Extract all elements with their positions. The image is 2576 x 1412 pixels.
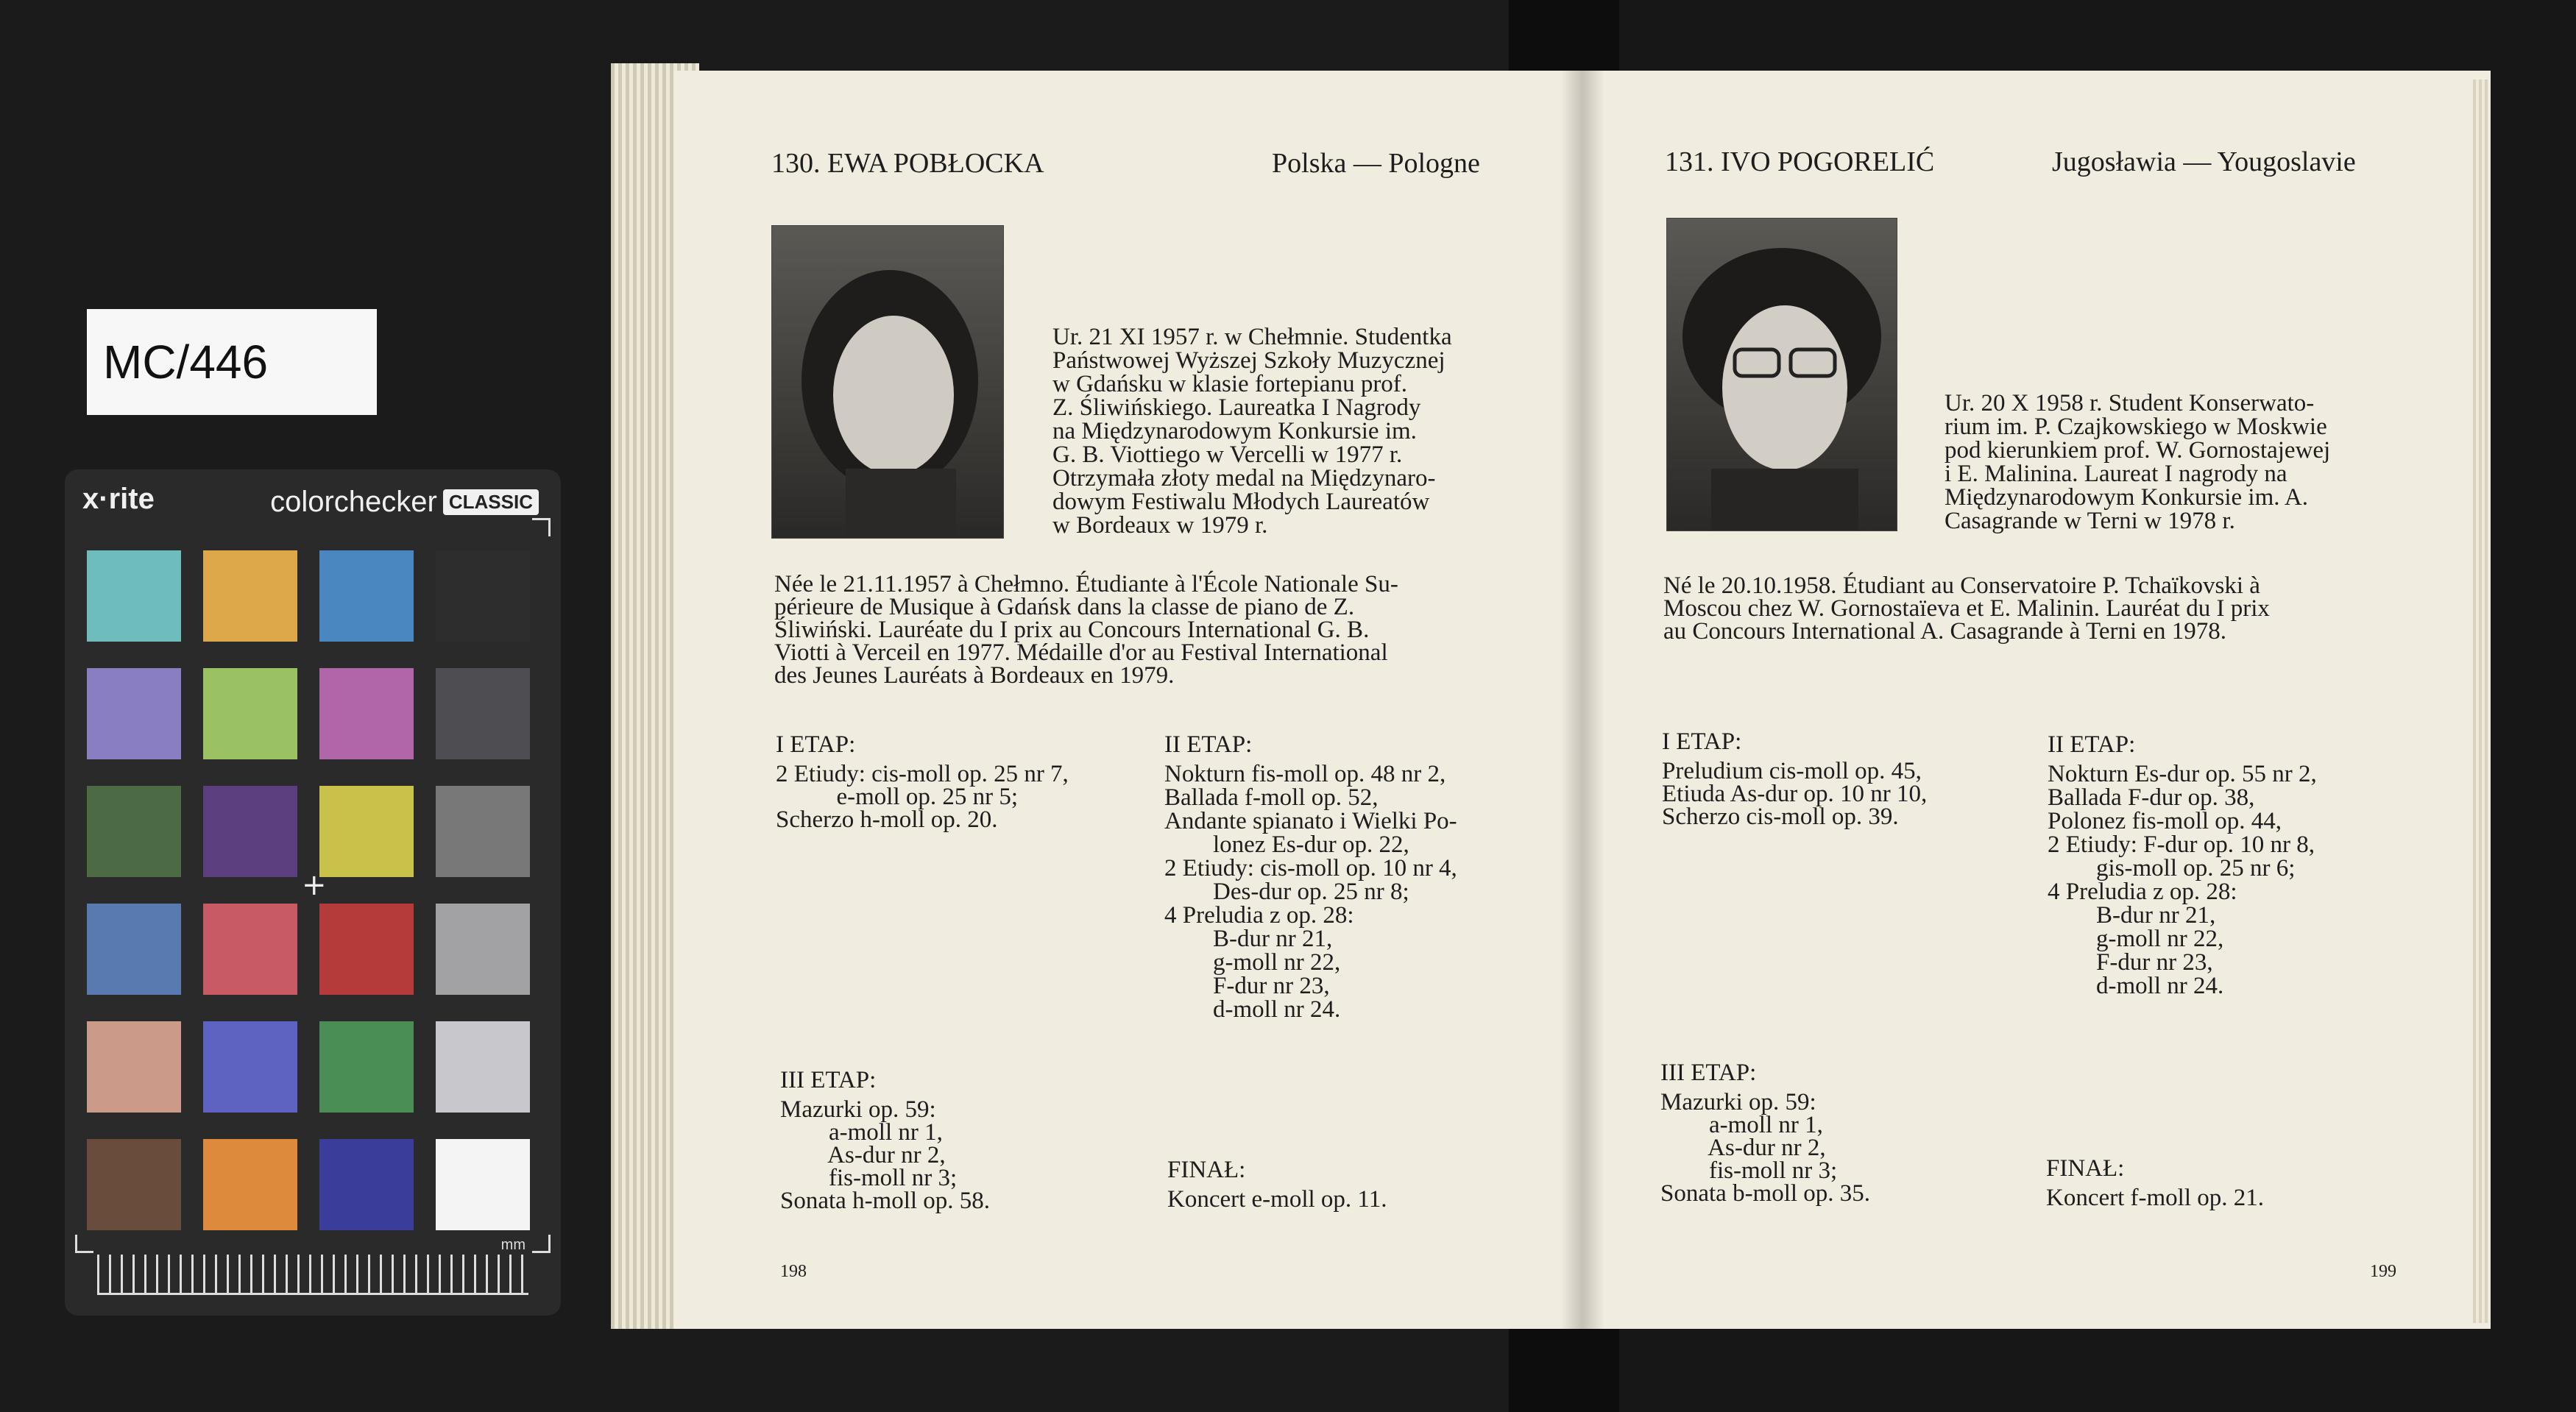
- portrait-photo: [771, 225, 1004, 539]
- text-line: Preludium cis-moll op. 45,: [1662, 758, 1922, 784]
- color-patch: [319, 1139, 414, 1230]
- text-line: Née le 21.11.1957 à Chełmno. Étudiante à l'École Nationale Su-: [774, 571, 1398, 597]
- archive-label-card: MC/446: [87, 309, 377, 415]
- text-line: Andante spianato i Wielki Po-: [1164, 808, 1457, 834]
- mm-ruler: [97, 1255, 528, 1295]
- text-line: na Międzynarodowym Konkursie im.: [1052, 418, 1417, 444]
- portrait-photo: [1666, 218, 1897, 531]
- text-line: a-moll nr 1,: [780, 1119, 943, 1146]
- color-patch: [203, 668, 297, 759]
- text-line: Scherzo h-moll op. 20.: [776, 806, 998, 833]
- color-patch: [203, 1021, 297, 1113]
- text-line: Międzynarodowym Konkursie im. A.: [1945, 484, 2309, 511]
- text-line: Ballada F-dur op. 38,: [2048, 784, 2255, 811]
- color-patch: [87, 1139, 181, 1230]
- text-line: Ballada f-moll op. 52,: [1164, 784, 1379, 811]
- text-line: 2 Etiudy: F-dur op. 10 nr 8,: [2048, 831, 2315, 858]
- color-patch: [203, 550, 297, 642]
- text-line: des Jeunes Lauréats à Bordeaux en 1979.: [774, 662, 1175, 689]
- color-patch: [319, 550, 414, 642]
- color-patch: [436, 904, 530, 995]
- text-line: Scherzo cis-moll op. 39.: [1662, 803, 1899, 830]
- text-line: d-moll nr 24.: [1164, 996, 1341, 1023]
- text-line: G. B. Viottiego w Vercelli w 1977 r.: [1052, 441, 1403, 468]
- colorchecker-logo: [270, 486, 539, 519]
- text-line: B-dur nr 21,: [2048, 902, 2216, 929]
- text-line: w Gdańsku w klasie fortepianu prof.: [1052, 371, 1408, 397]
- text-line: Z. Śliwińskiego. Laureatka I Nagrody: [1052, 394, 1421, 421]
- corner-mark: [75, 1235, 93, 1253]
- text-line: au Concours International A. Casagrande à Terni en 1978.: [1663, 618, 2227, 645]
- text-line: Państwowej Wyższej Szkoły Muzycznej: [1052, 347, 1446, 374]
- page-number: 199: [2370, 1262, 2396, 1281]
- final-title: FINAŁ:: [1167, 1157, 1246, 1183]
- text-line: Casagrande w Terni w 1978 r.: [1945, 508, 2235, 534]
- color-patch: [203, 904, 297, 995]
- color-patch: [436, 786, 530, 877]
- text-line: Ur. 20 X 1958 r. Student Konserwato-: [1945, 390, 2315, 416]
- text-line: Mazurki op. 59:: [1660, 1089, 1816, 1115]
- text-line: As-dur nr 2,: [780, 1142, 946, 1168]
- color-checker-card: [65, 469, 561, 1316]
- stage-1-title: I ETAP:: [776, 731, 856, 758]
- color-patch: [436, 1139, 530, 1230]
- color-patch: [319, 904, 414, 995]
- entry-country: Polska — Pologne: [1272, 148, 1480, 179]
- color-patch: [203, 786, 297, 877]
- color-patch: [436, 668, 530, 759]
- stage-3-title: III ETAP:: [780, 1067, 877, 1093]
- text-line: F-dur nr 23,: [1164, 973, 1330, 999]
- text-line: lonez Es-dur op. 22,: [1164, 831, 1409, 858]
- color-patch: [203, 1139, 297, 1230]
- text-line: 4 Preludia z op. 28:: [2048, 879, 2237, 905]
- color-patch: [436, 1021, 530, 1113]
- text-line: fis-moll nr 3;: [780, 1165, 958, 1191]
- color-patch: [87, 786, 181, 877]
- text-line: pod kierunkiem prof. W. Gornostajewej: [1945, 437, 2331, 464]
- xrite-logo: x·rite: [82, 483, 155, 515]
- color-patch: [436, 550, 530, 642]
- book-gutter: [1560, 71, 1604, 1329]
- text-line: Nokturn Es-dur op. 55 nr 2,: [2048, 761, 2317, 787]
- text-line: d-moll nr 24.: [2048, 973, 2224, 999]
- text-line: w Bordeaux w 1979 r.: [1052, 512, 1268, 539]
- text-line: dowym Festiwalu Młodych Laureatów: [1052, 489, 1430, 515]
- text-line: rium im. P. Czajkowskiego w Moskwie: [1945, 414, 2327, 440]
- stage-2-title: II ETAP:: [1164, 731, 1253, 758]
- entry-title: 130. EWA POBŁOCKA: [771, 148, 1044, 179]
- text-line: i E. Malinina. Laureat I nagrody na: [1945, 461, 2287, 487]
- color-patch: [87, 550, 181, 642]
- text-line: 2 Etiudy: cis-moll op. 10 nr 4,: [1164, 855, 1457, 881]
- page-number: 198: [780, 1262, 807, 1281]
- classic-badge: CLASSIC: [443, 489, 539, 515]
- stage-3-title: III ETAP:: [1660, 1060, 1757, 1086]
- colorchecker-wordmark: colorchecker: [270, 486, 437, 518]
- text-line: Moscou chez W. Gornostaïeva et E. Malinin. Lauréat du I prix: [1663, 595, 2270, 622]
- final-program: Koncert f-moll op. 21.: [2046, 1185, 2265, 1211]
- ruler-unit: mm: [500, 1237, 526, 1253]
- stage-1-title: I ETAP:: [1662, 728, 1742, 755]
- text-line: Sonata b-moll op. 35.: [1660, 1180, 1871, 1207]
- text-line: a-moll nr 1,: [1660, 1112, 1823, 1138]
- text-line: périeure de Musique à Gdańsk dans la classe de piano de Z.: [774, 594, 1355, 620]
- text-line: As-dur nr 2,: [1660, 1135, 1826, 1161]
- text-line: Nokturn fis-moll op. 48 nr 2,: [1164, 761, 1446, 787]
- text-line: Etiuda As-dur op. 10 nr 10,: [1662, 781, 1928, 807]
- text-line: B-dur nr 21,: [1164, 926, 1333, 952]
- crosshair-icon: +: [302, 868, 327, 902]
- text-line: 4 Preludia z op. 28:: [1164, 902, 1354, 929]
- text-line: Otrzymała złoty medal na Międzynaro-: [1052, 465, 1436, 492]
- text-line: Sonata h-moll op. 58.: [780, 1188, 991, 1214]
- text-line: Né le 20.10.1958. Étudiant au Conservatoire P. Tchaïkovski à: [1663, 572, 2260, 599]
- text-line: g-moll nr 22,: [1164, 949, 1341, 976]
- text-line: gis-moll op. 25 nr 6;: [2048, 855, 2296, 881]
- color-patch: [87, 1021, 181, 1113]
- text-line: Śliwiński. Lauréate du I prix au Concours International G. B.: [774, 617, 1370, 643]
- final-title: FINAŁ:: [2046, 1155, 2125, 1182]
- text-line: Polonez fis-moll op. 44,: [2048, 808, 2282, 834]
- text-line: e-moll op. 25 nr 5;: [776, 784, 1019, 810]
- portrait-image: [772, 226, 1003, 538]
- color-patch: [319, 786, 414, 877]
- text-line: Ur. 21 XI 1957 r. w Chełmnie. Studentka: [1052, 324, 1452, 350]
- right-page-edges: [2473, 79, 2489, 1323]
- text-line: 2 Etiudy: cis-moll op. 25 nr 7,: [776, 761, 1069, 787]
- entry-title: 131. IVO POGORELIĆ: [1665, 146, 1935, 177]
- corner-mark: [532, 1235, 551, 1253]
- text-line: F-dur nr 23,: [2048, 949, 2213, 976]
- corner-mark: [532, 518, 551, 536]
- text-line: g-moll nr 22,: [2048, 926, 2224, 952]
- entry-country: Jugosławia — Yougoslavie: [2052, 146, 2356, 177]
- text-line: fis-moll nr 3;: [1660, 1157, 1838, 1184]
- final-program: Koncert e-moll op. 11.: [1167, 1186, 1387, 1213]
- color-patch: [319, 1021, 414, 1113]
- portrait-image: [1667, 219, 1897, 531]
- text-line: Mazurki op. 59:: [780, 1096, 936, 1123]
- color-patch: [319, 668, 414, 759]
- text-line: Viotti à Verceil en 1977. Médaille d'or au Festival International: [774, 639, 1388, 666]
- stage-2-title: II ETAP:: [2048, 731, 2136, 758]
- color-patch: [87, 904, 181, 995]
- text-line: Des-dur op. 25 nr 8;: [1164, 879, 1409, 905]
- color-patch: [87, 668, 181, 759]
